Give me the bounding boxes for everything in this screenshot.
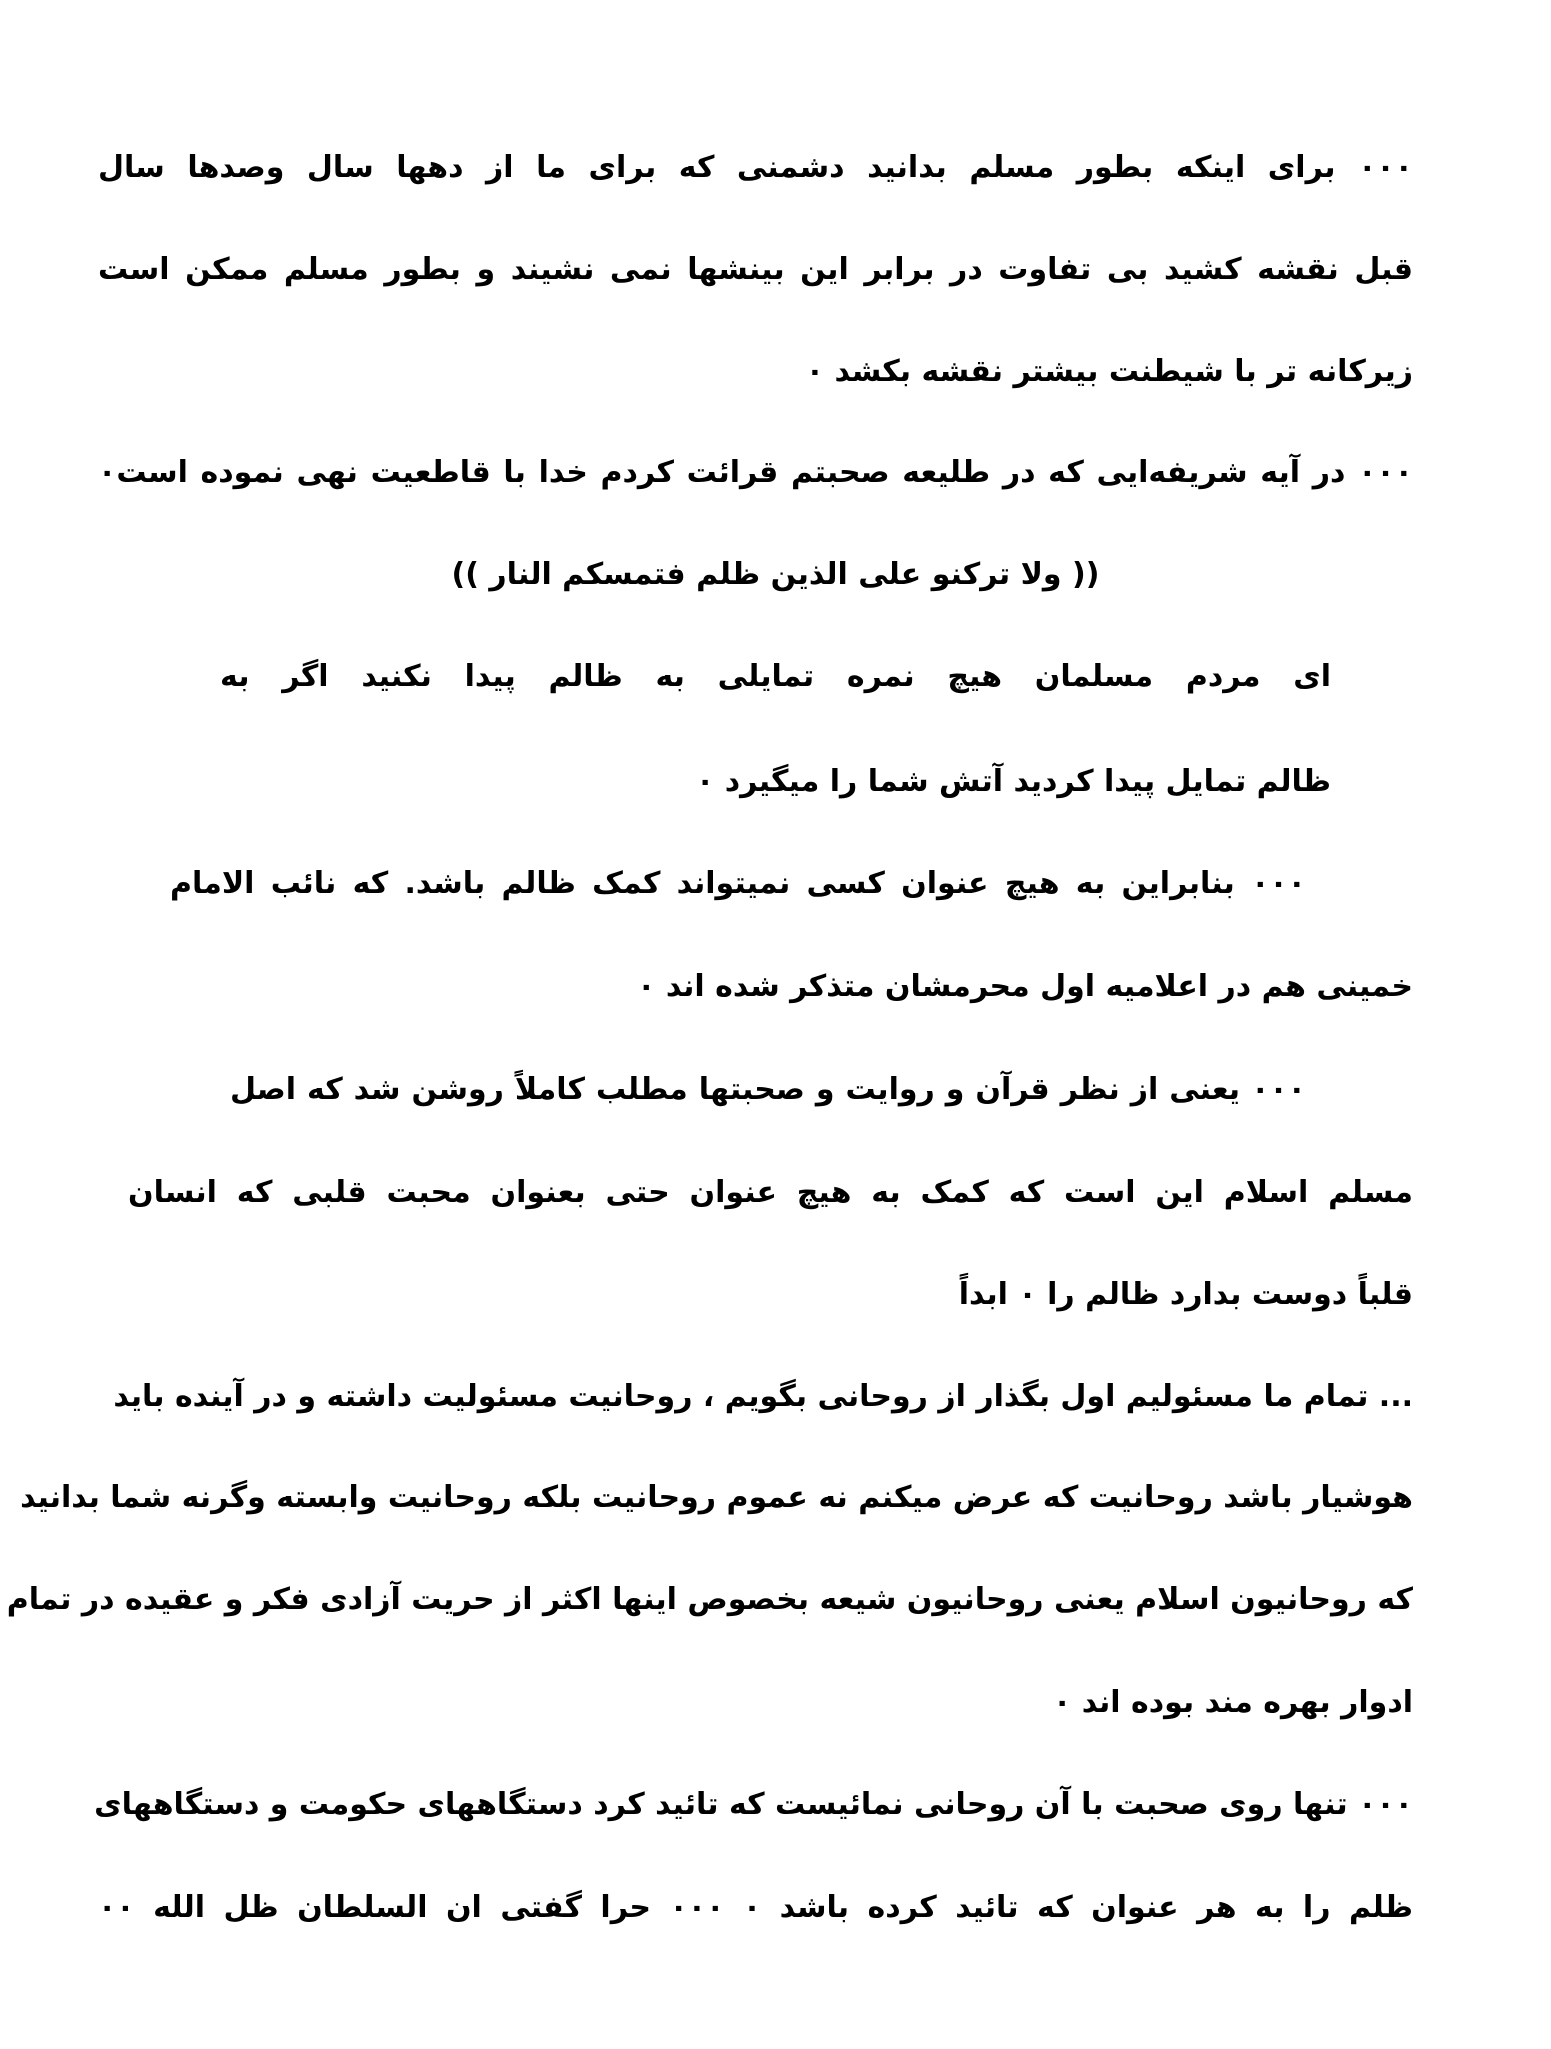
paragraph-5-line-3: قلباً دوست بدارد ظالم را ۰ ابداً <box>958 1277 1413 1312</box>
paragraph-4-line-1: ۰۰۰ بنابراین به هیچ عنوان کسی نمیتواند کمک ظالم باشد. که نائب الامام <box>170 866 1306 901</box>
paragraph-3-line-1: ای مردم مسلمان هیچ نمره تمایلی به ظالم پیدا نکنید اگر به <box>220 659 1331 694</box>
paragraph-1-line-1: ۰۰۰ برای اینکه بطور مسلم بدانید دشمنی که برای ما از دهها سال وصدها سال <box>98 150 1413 185</box>
paragraph-6-line-2: هوشیار باشد روحانیت که عرض میکنم نه عموم روحانیت بلکه روحانیت وابسته وگرنه شما بدانید <box>20 1480 1413 1515</box>
quran-quote: (( ولا ترکنو علی الذین ظلم فتمسکم النار )) <box>451 557 1100 592</box>
paragraph-5-line-1: ۰۰۰ یعنی از نظر قرآن و روایت و صحبتها مطلب کاملاً روشن شد که اصل <box>230 1072 1306 1107</box>
paragraph-3-line-2: ظالم تمایل پیدا کردید آتش شما را میگیرد ۰ <box>695 764 1331 799</box>
paragraph-5-line-2: مسلم اسلام این است که کمک به هیچ عنوان حتی بعنوان محبت قلبی که انسان <box>128 1175 1413 1210</box>
paragraph-1-line-2: قبل نقشه کشید بی تفاوت در برابر این بینشها نمی نشیند و بطور مسلم ممکن است <box>98 252 1413 287</box>
paragraph-6-line-3: که روحانیون اسلام یعنی روحانیون شیعه بخصوص اینها اکثر از حریت آزادی فکر و عقیده در تمام <box>6 1582 1413 1617</box>
paragraph-6-line-1: ... تمام ما مسئولیم اول بگذار از روحانی بگویم ، روحانیت مسئولیت داشته و در آینده باید <box>113 1379 1413 1414</box>
paragraph-6-line-4: ادوار بهره مند بوده اند ۰ <box>1052 1685 1413 1720</box>
paragraph-1-line-3: زیرکانه تر با شیطنت بیشتر نقشه بکشد ۰ <box>805 354 1413 389</box>
paragraph-7-line-1: ۰۰۰ تنها روی صحبت با آن روحانی نمائیست که تائید کرد دستگاههای حکومت و دستگاههای <box>94 1787 1413 1822</box>
paragraph-4-line-2: خمینی هم در اعلامیه اول محرمشان متذکر شده اند ۰ <box>637 969 1413 1004</box>
paragraph-2-line-1: ۰۰۰ در آیه شریفه‌ایی که در طلیعه صحبتم قرائت کردم خدا با قاطعیت نهی نموده است۰ <box>98 455 1413 490</box>
paragraph-7-line-2: ظلم را به هر عنوان که تائید کرده باشد ۰ ۰۰۰ حرا گفتی ان السلطان ظل الله ۰۰ <box>98 1890 1413 1925</box>
